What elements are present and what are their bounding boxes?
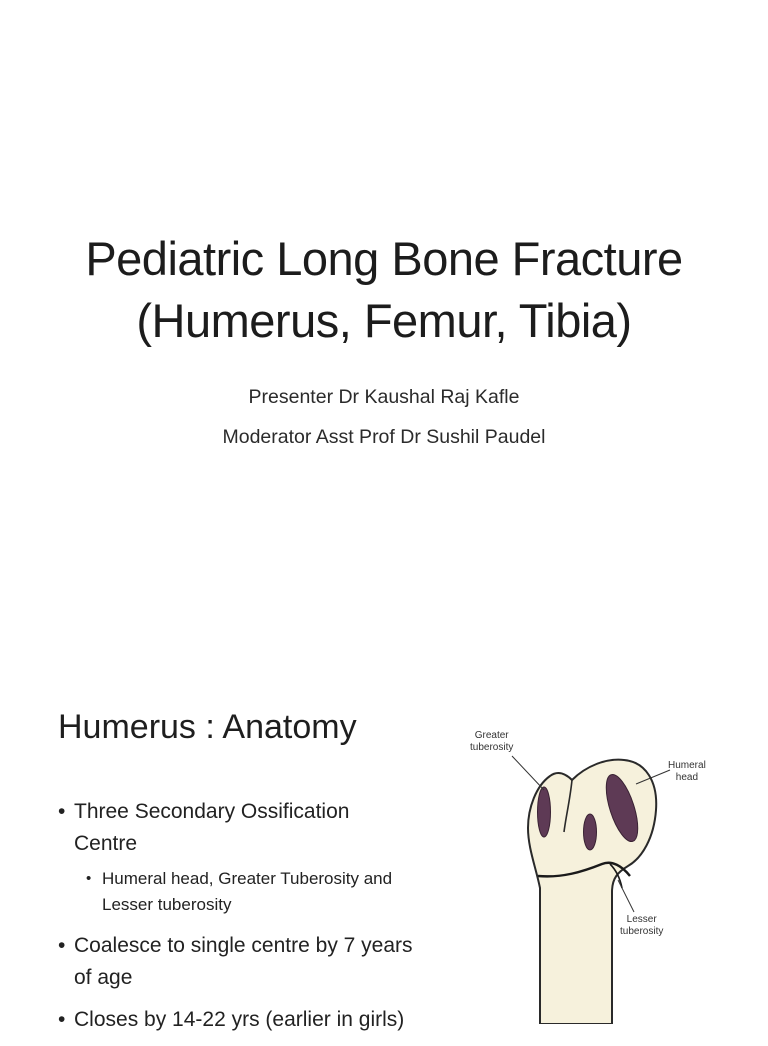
proximal-humerus-illustration [452,720,752,1024]
bullet-ossification-centres: • Three Secondary Ossification Centre [58,796,418,860]
slide-title-line-2: (Humerus, Femur, Tibia) [136,294,632,347]
lesser-tuberosity-ossification-center [584,814,597,850]
presenter-line: Presenter Dr Kaushal Raj Kafle [248,386,520,408]
moderator-line: Moderator Asst Prof Dr Sushil Paudel [222,426,546,448]
bullet-list [58,796,418,1046]
sub-bullet-centres: • Humeral head, Greater Tuberosity and Lesser tuberosity [58,866,418,918]
proximal-humerus-figure [452,720,752,1024]
bullet-closure: • Closes by 14-22 yrs (earlier in girls) [58,1004,418,1036]
label-greater-tuberosity: Greater tuberosity [470,730,514,753]
label-lesser-tuberosity: Lesser tuberosity [620,914,664,937]
bullet-coalesce: • Coalesce to single centre by 7 years of age [58,930,418,994]
slide-subtitle [0,377,768,457]
anatomy-slide-title: Humerus : Anatomy [58,708,357,746]
label-humeral-head: Humeral head [668,760,706,783]
anatomy-slide [0,690,768,1031]
slide-title [0,228,768,352]
slide-title-line-1: Pediatric Long Bone Fracture [85,232,683,285]
greater-tuberosity-ossification-center [538,787,551,837]
